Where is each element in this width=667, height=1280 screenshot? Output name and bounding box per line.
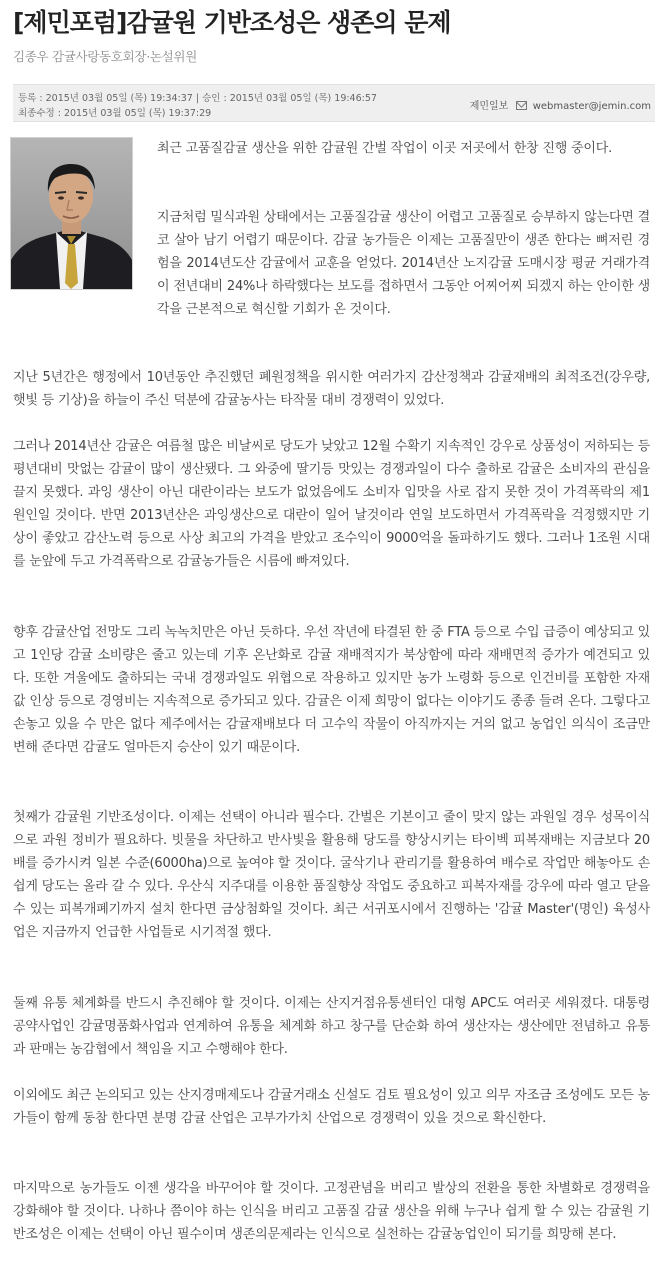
author-photo <box>10 137 133 290</box>
modified-label: 최종수정 : <box>18 108 61 119</box>
paragraph-4: 그러나 2014년산 감귤은 여름철 많은 비날씨로 당도가 낮았고 12월 수확기 지속적인 강우로 상품성이 저하되는 등 평년대비 맛없는 감귤이 많이 생산됐다. 그 와중에 딸기등 맛있는 경쟁과일이 다수 출하로 감귤은 소비자의 관심을 끌지 못했다. 과잉 생산이 아닌 대란이라는 보도가 없었음에도 소비자 입맛을 사로 잡지 못한 것이 가격폭락의 제1원인일 것이다. 반면 2013년산은 과잉생산으로 대란이 일어 날것이라 연일 보도하면서 가격폭락을 걱정했지만 기상이 좋았고 감산노력 등으로 사상 최고의 가격을 받았고 조수익이 9000억을 돌파하기도 했다. 그러나 1조원 시대를 눈앞에 두고 가격폭락으로 감귤농가들은 시름에 빠져있다. <box>13 439 650 569</box>
meta-publisher <box>470 97 651 112</box>
paragraph-9: 마지막으로 농가들도 이젠 생각을 바꾸어야 할 것이다. 고정관념을 버리고 발상의 전환을 통한 차별화로 경쟁력을 강화해야 할 것이다. 나하나 쯤이야 하는 인식을 버리고 고품질 감귤 생산을 위해 누구나 쉽게 할 수 있는 감귤원 기반조성은 이제는 선택이 아닌 필수이며 생존의문제라는 인식으로 실천하는 감귤농업인이 되기를 희망해 본다. <box>13 1181 650 1242</box>
paragraph-8: 이외에도 최근 논의되고 있는 산지경매제도나 감귤거래소 신설도 검토 필요성이 있고 의무 자조금 조성에도 모든 농가들이 함께 동참 한다면 분명 감귤 산업은 고부가가치 산업으로 경쟁력이 있을 것으로 확신한다. <box>13 1088 650 1126</box>
registered-label: 등록 : <box>18 93 43 104</box>
article-meta-box <box>13 84 655 122</box>
article-byline: 김종우 감귤사랑동호회장·논설위원 <box>13 49 197 64</box>
meta-modified-line <box>18 105 211 119</box>
publisher-email[interactable]: webmaster@jemin.com <box>532 101 651 112</box>
author-portrait-icon <box>11 138 132 289</box>
meta-separator: | <box>195 93 200 104</box>
paragraph-2: 지금처럼 밀식과원 상태에서는 고품질감귤 생산이 어렵고 고품질로 승부하지 않는다면 결코 살아 남기 어렵기 때문이다. 감귤 농가들은 이제는 고품질만이 생존 한다는 뼈저린 경험을 2014년도산 감귤에서 교훈을 얻었다. 2014년산 노지감귤 도매시장 평균 거래가격이 전년대비 24%나 하락했다는 보도를 접하면서 그동안 어찌어찌 되겠지 하는 안이한 생각을 근본적으로 혁신할 기회가 온 것이다. <box>157 210 650 317</box>
paragraph-6: 첫째가 감귤원 기반조성이다. 이제는 선택이 아니라 필수다. 간벌은 기본이고 줄이 맞지 않는 과원일 경우 성목이식으로 과원 정비가 필요하다. 빗물을 차단하고 반사빛을 활용해 당도를 향상시키는 타이벡 피복재배는 지금보다 20배를 증가시켜 일본 수준(6000ha)으로 높여야 할 것이다. 굴삭기나 관리기를 활용하여 배수로 작업만 해놓아도 손쉽게 당도는 올라 갈 수 있다. 우산식 지주대를 이용한 품질향상 작업도 중요하고 피복자재를 강우에 따라 열고 닫을 수 있는 피복개폐기까지 설치 한다면 금상첨화일 것이다. 최근 서귀포시에서 진행하는 '감귤 Master'(명인) 육성사업은 지금까지 언급한 사업들로 시기적절 했다. <box>13 810 650 940</box>
registered-date: 2015년 03월 05일 (목) 19:34:37 <box>45 93 193 104</box>
article-container <box>13 0 655 122</box>
publisher-name: 제민일보 <box>469 101 509 112</box>
approved-date: 2015년 03월 05일 (목) 19:46:57 <box>229 93 377 104</box>
approved-label: 승인 : <box>202 93 227 104</box>
article-headline: [제민포럼]감귤원 기반조성은 생존의 문제 <box>13 8 451 37</box>
paragraph-7: 둘째 유통 체계화를 반드시 추진해야 할 것이다. 이제는 산지거점유통센터인 대형 APC도 여러곳 세워졌다. 대통령 공약사업인 감귤명품화사업과 연계하여 유통을 체계화 하고 창구를 단순화 하여 생산자는 생산에만 전념하고 유통과 판매는 농감협에서 책임을 지고 수행해야 한다. <box>13 996 650 1057</box>
meta-dates-line <box>18 90 377 104</box>
paragraph-5: 향후 감귤산업 전망도 그리 녹녹치만은 아닌 듯하다. 우선 작년에 타결된 한 중 FTA 등으로 수입 급증이 예상되고 있고 1인당 감귤 소비량은 줄고 있는데 기후 온난화로 감귤 재배적지가 북상함에 따라 재배면적 증가가 예견되고 있다. 또한 겨울에도 출하되는 국내 경쟁과일도 위협으로 작용하고 있지만 농가 노령화 등으로 인건비를 포함한 자재값 인상 등으로 경영비는 지속적으로 증가되고 있다. 감귤은 이제 희망이 없다는 이야기도 종종 들려 온다. 그렇다고 손놓고 있을 수 만은 없다 제주에서는 감귤재배보다 더 고수익 작물이 아직까지는 거의 없고 농업인 의식이 조금만 변해 준다면 감귤도 얼마든지 승산이 있기 때문이다. <box>13 625 651 755</box>
paragraph-3: 지난 5년간은 행정에서 10년동안 추진했던 폐원정책을 위시한 여러가지 감산정책과 감귤재배의 최적조건(강우량, 햇빛 등 기상)을 하늘이 주신 덕분에 감귤농사는 타작물 대비 경쟁력이 있었다. <box>13 370 650 408</box>
mail-icon <box>516 101 527 110</box>
paragraph-1: 최근 고품질감귤 생산을 위한 감귤원 간벌 작업이 이곳 저곳에서 한창 진행 중이다. <box>157 141 613 156</box>
modified-date: 2015년 03월 05일 (목) 19:37:29 <box>63 108 212 119</box>
